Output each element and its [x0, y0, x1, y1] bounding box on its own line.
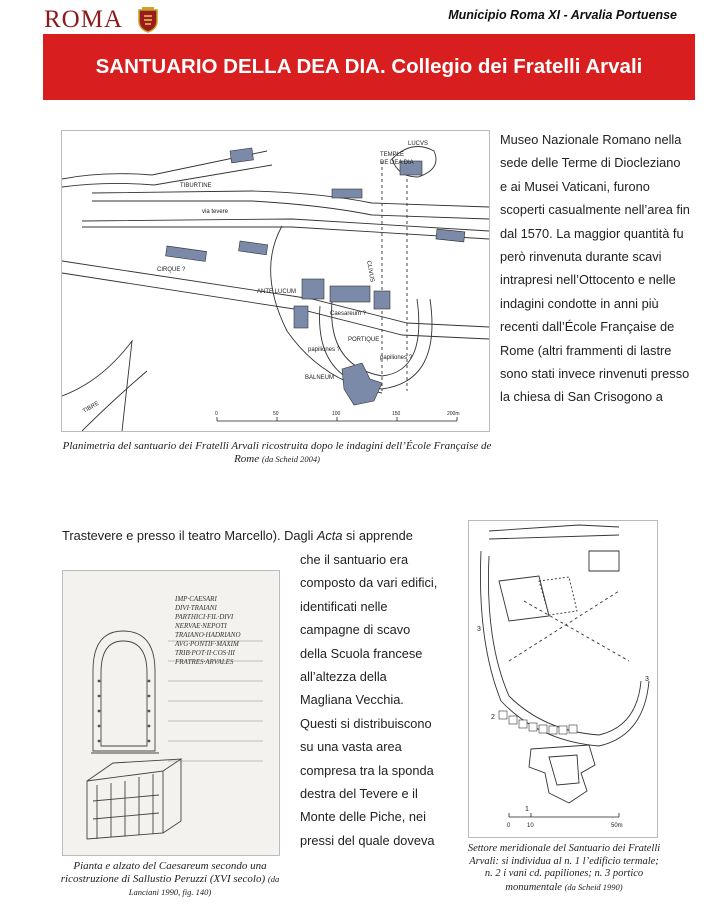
title-banner [43, 34, 695, 100]
plan-label-3b: 3 [645, 676, 649, 683]
map-caption-text: Planimetria del santuario dei Fratelli Arvali ricostruita dopo le indagini dell’École Française de Rome [62, 440, 492, 465]
plan-scale-0: 0 [507, 823, 511, 829]
map-label-balneum: BALNEUM [305, 375, 335, 381]
plan-label-2: 2 [491, 714, 495, 721]
map-caption [62, 440, 492, 466]
middle-paragraph: che il santuario era composto da vari edifici, identificati nelle campagne di scavo della Scuola francese all’altezza della Magliana Vecchia. Questi si distribuiscono su una vasta area compresa tra la sponda destra del Tevere e il Monte delle Piche, nei pressi del quale doveva [300, 552, 438, 848]
map-label-lucus: LUCVS [408, 141, 429, 147]
map-label-cirque: CIRQUE ? [157, 267, 186, 273]
map-label-papiliones-right: papiliones ? [380, 355, 413, 361]
map-label-portique: PORTIQUE [348, 337, 380, 343]
body-text-acta: Acta [316, 528, 343, 543]
map-label-clivus: CLIVUS [365, 260, 375, 283]
plan-scale-50: 50m [611, 823, 623, 829]
inscription-line-8: FRATRES·ARVALES [175, 658, 234, 666]
map-label-tiburtine: TIBURTINE [180, 183, 212, 189]
inscription-line-2: DIVI·TRAIANI [175, 604, 217, 612]
inscription-line-4: NERVAE·NEPOTI [175, 622, 227, 630]
caesareum-sketch [62, 570, 280, 856]
body-line [62, 524, 472, 547]
plan-drawing [469, 521, 657, 837]
logo-text: ROMA [44, 6, 124, 33]
middle-column [300, 548, 440, 852]
map-scale-100: 100 [332, 411, 341, 417]
roma-logo [44, 6, 159, 34]
roma-crest-icon [137, 7, 159, 33]
inscription-line-6: AVG·PONTIF·MAXIM [175, 640, 239, 648]
sketch-caption-text: Pianta e alzato del Caesareum secondo una ricostruzione di Sallustio Peruzzi (XVI secolo) [60, 860, 267, 885]
map-label-dea-dia: DE DEA DIA [380, 160, 414, 166]
intro-paragraph: Museo Nazionale Romano nella sede delle Terme di Diocleziano e ai Musei Vaticani, furono scoperti casualmente nell’area fin dal 1570. La maggior quantità fu però rinvenuta durante scavi intrapresi nell’Ottocento e nelle indagini condotte in anni più recenti dall’École Française de Rome (altri frammenti di lastre sono stati invece rinvenuti presso la chiesa di San Crisogono a [500, 132, 690, 405]
sketch-caption [60, 860, 280, 899]
map-label-ante-lucum: ANTE LUCUM [257, 289, 297, 295]
body-text-b: si apprende [342, 528, 413, 543]
map-scale-150: 150 [392, 411, 401, 417]
plan-caption-text: Settore meridionale del Santuario dei Fratelli Arvali: si individua al n. 1 l’edificio termale; n. 2 i vani cd. papiliones; n. 3 portico monumentale [467, 843, 661, 893]
map-label-papiliones-left: papiliones ? [308, 347, 341, 353]
map-label-via-tevere: via tevere [202, 209, 229, 215]
southern-sector-plan [468, 520, 658, 838]
inscription-line-3: PARTHICI·FIL·DIVI [175, 613, 234, 621]
sketch-drawing [63, 571, 279, 855]
map-caption-source: (da Scheid 2004) [261, 454, 320, 464]
page-title: SANTUARIO DELLA DEA DIA. Collegio dei Fratelli Arvali [95, 55, 643, 78]
plan-caption [466, 843, 662, 894]
map-label-caesareum: Caesareum ? [330, 311, 367, 317]
inscription-line-1: IMP·CAESARI [175, 595, 217, 603]
body-text-a: Trastevere e presso il teatro Marcello). Dagli [62, 528, 317, 543]
map-drawing [62, 131, 489, 431]
sketch-caption-source: (da Lanciani 1990, fig. 140) [128, 874, 280, 897]
plan-scale-10: 10 [527, 823, 534, 829]
inscription-line-5: TRAIANO·HADRIANO [175, 631, 241, 639]
plan-label-3a: 3 [477, 626, 481, 633]
map-scale-0: 0 [215, 411, 218, 417]
municipio-title: Municipio Roma XI - Arvalia Portuense [448, 8, 677, 22]
plan-label-1: 1 [525, 806, 529, 813]
inscription-line-7: TRIB·POT·II·COS·III [175, 649, 235, 657]
map-label-tibre: TIBRE [82, 400, 101, 415]
map-label-temple: TEMPLE [380, 152, 405, 158]
map-scale-50: 50 [273, 411, 279, 417]
sanctuary-plan-map [61, 130, 490, 432]
map-scale-200: 200m [447, 411, 460, 417]
plan-caption-source: (da Scheid 1990) [564, 881, 623, 892]
intro-column [500, 128, 690, 409]
